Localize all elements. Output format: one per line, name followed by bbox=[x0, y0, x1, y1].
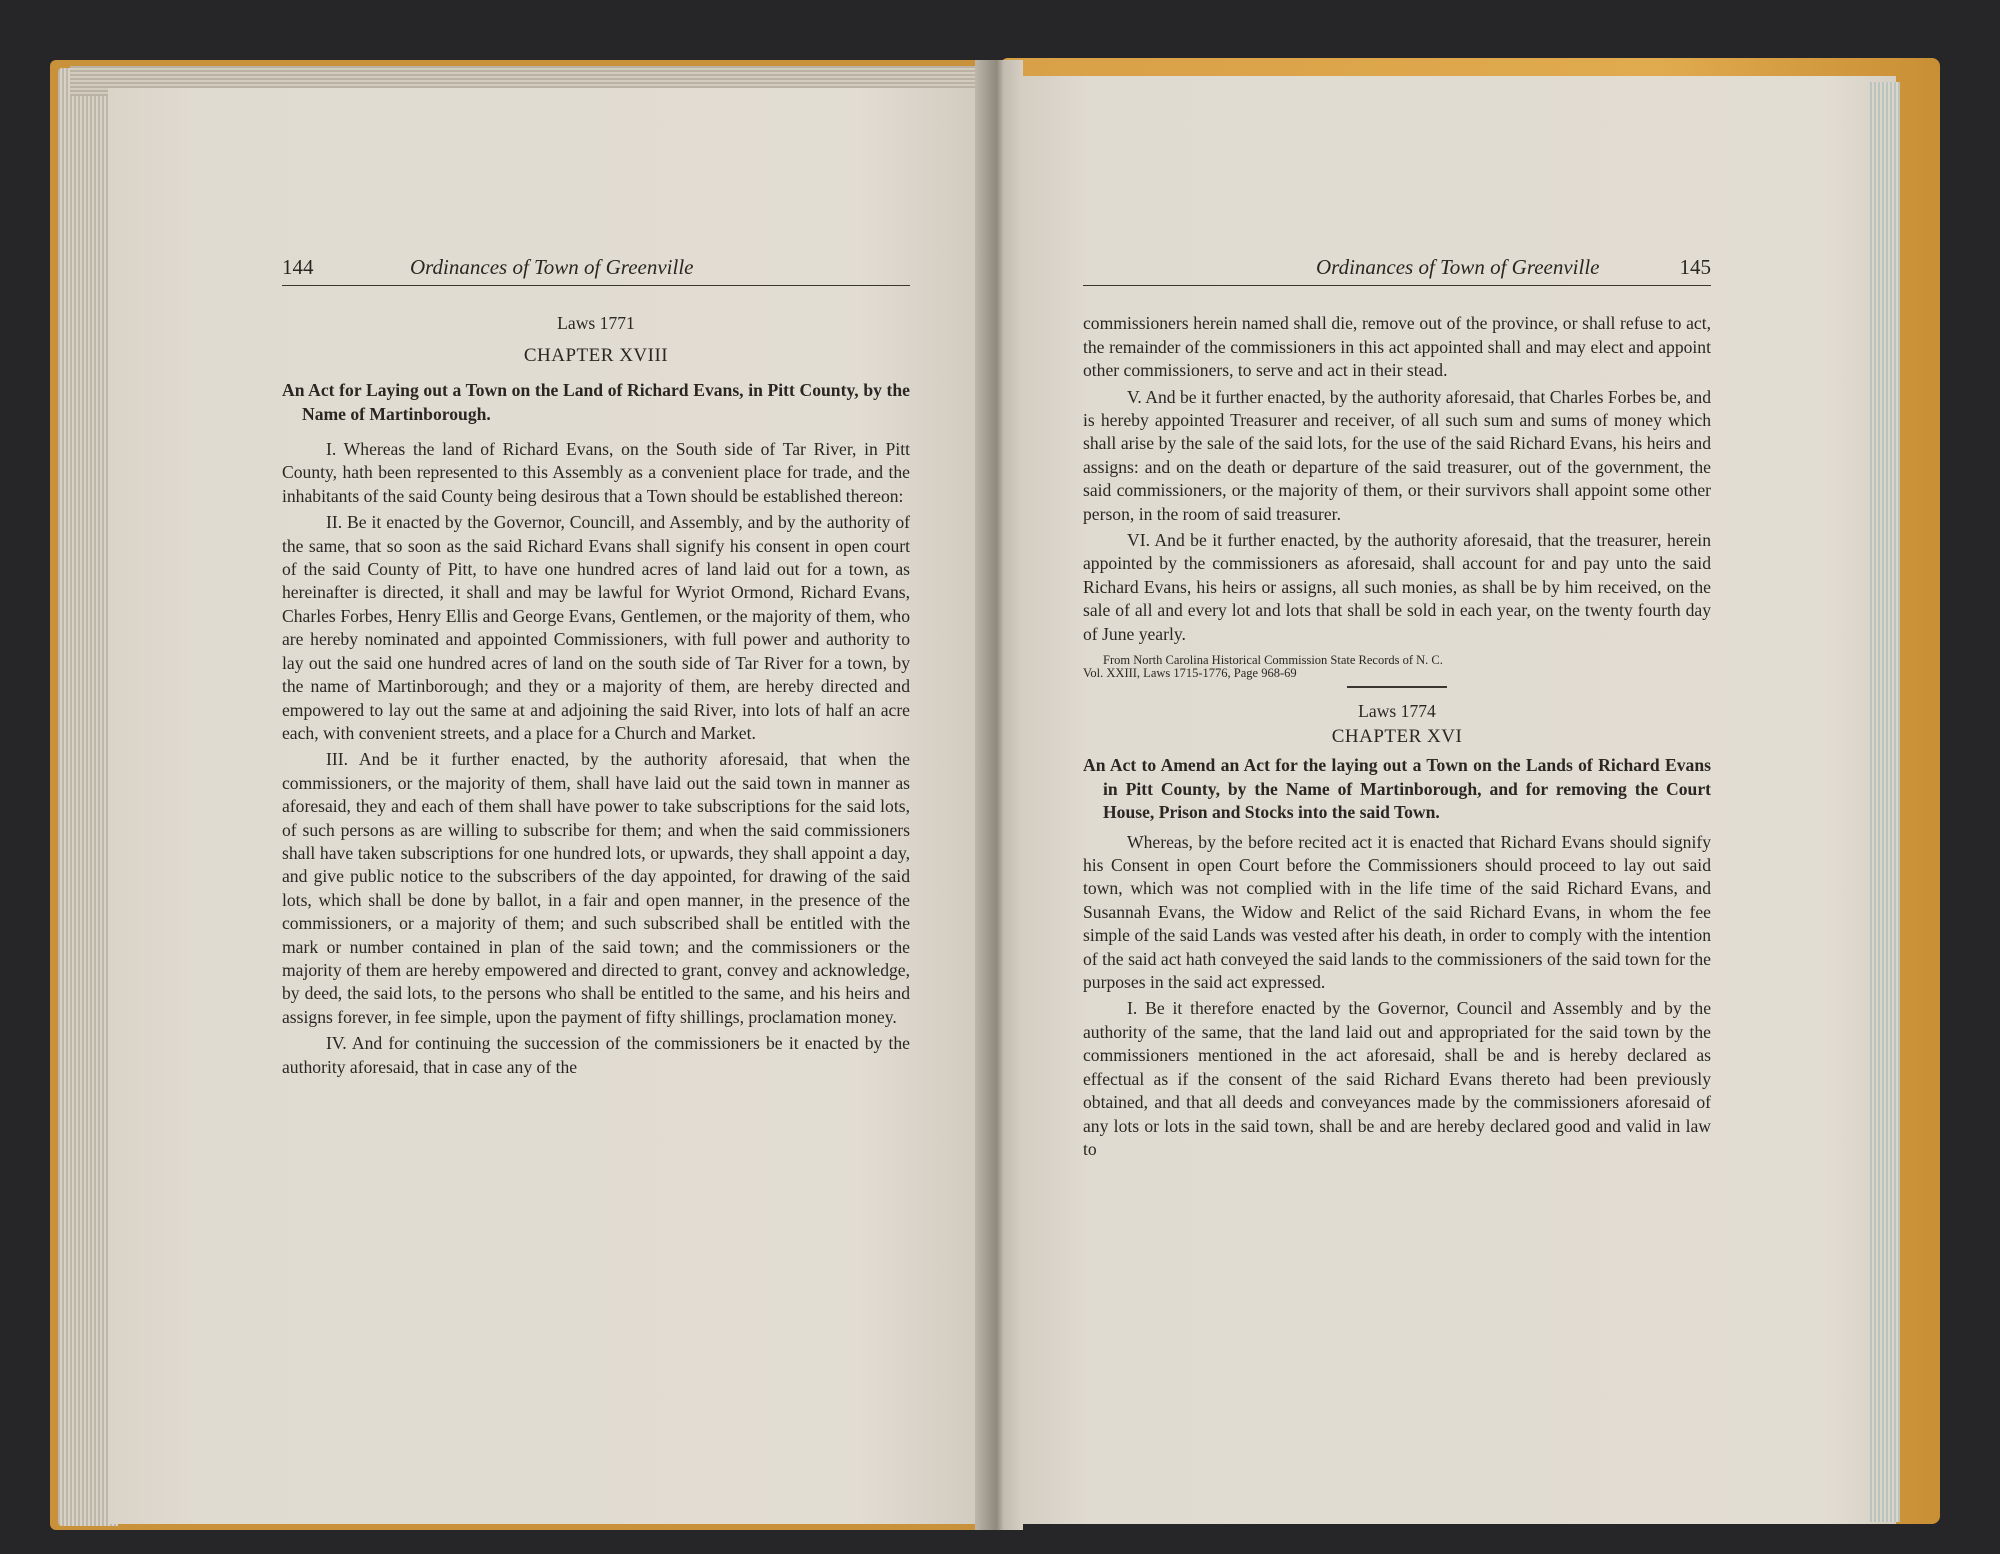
page-edges-right bbox=[1870, 82, 1900, 1522]
page-number: 145 bbox=[1679, 255, 1711, 279]
chapter-heading: CHAPTER XVIII bbox=[523, 344, 669, 366]
laws-heading: Laws 1774 bbox=[1358, 700, 1436, 721]
act-title: An Act for Laying out a Town on the Land of Richard Evans, in Pitt County, by the Name of Martinborough. bbox=[282, 380, 910, 424]
running-head bbox=[1083, 256, 1711, 286]
paragraph: II. Be it enacted by the Governor, Councill, and Assembly, and by the authority of the same, that so soon as the said Richard Evans shall signify his consent in open court of the said County of Pitt, to have one hundred acres of land laid out for a town, as hereinafter is directed, it shall and may be lawful for Wyriot Ormond, Richard Evans, Charles Forbes, Henry Ellis and George Evans, Gentlemen, or the majority of them, who are hereby nominated and appointed Commissioners, with full power and authority to lay out the said one hundred acres of land on the south side of Tar River for a town, by the name of Martinborough; and they or a majority of them, are hereby directed and empowered to lay out the same at and adjoining the said River, into lots of half an acre each, with convenient streets, and a place for a Church and Market. bbox=[282, 512, 910, 743]
paragraph: III. And be it further enacted, by the authority aforesaid, that when the commissioners, or the majority of them, shall have laid out the said town in manner as aforesaid, they and each of them shall have power to take subscriptions for the said lots, of such persons as are willing to subscribe for them; and when the said commissioners shall have taken subscriptions for one hundred lots, or upwards, they shall appoint a day, and give public notice to the subscribers of the day appointed, for drawing of the said lots, which shall be done by ballot, in a fair and open manner, in the presence of the commissioners, or a majority of them; and such subscribed shall be entitled with the mark or number contained in plan of the said town; and the commissioners or the majority of them are hereby empowered and directed to grant, convey and acknowledge, by deed, the said lots, to the persons who shall be entitled to the same, and his heirs and assigns forever, in fee simple, upon the payment of fifty shillings, proclamation money. bbox=[282, 749, 910, 1027]
paragraph: V. And be it further enacted, by the authority aforesaid, that Charles Forbes be, and is hereby appointed Treasurer and receiver, of all such sum and sums of money which shall arise by the sale of the said lots, for the use of the said Richard Evans, his heirs and assigns: and on the death or departure of the said treasurer, out of the government, the said commissioners, or the majority of them, or their survivors shall appoint some other person, in the room of said treasurer. bbox=[1083, 386, 1712, 524]
right-page-text bbox=[1083, 256, 1711, 1164]
paragraph: commissioners herein named shall die, remove out of the province, or shall refuse to act, the remainder of the commissioners in this act appointed shall and may elect and appoint other commissioners, to serve and act in their stead. bbox=[1083, 313, 1711, 381]
page-number: 144 bbox=[282, 255, 314, 279]
laws-heading: Laws 1771 bbox=[557, 313, 635, 334]
paragraph: IV. And for continuing the succession of the commissioners be it enacted by the authority aforesaid, that in case any of the bbox=[282, 1033, 910, 1077]
book-gutter bbox=[975, 60, 1023, 1530]
running-title: Ordinances of Town of Greenville bbox=[1316, 255, 1600, 279]
paragraph: I. Be it therefore enacted by the Governor, Council and Assembly and by the authority of the same, that the land laid out and appropriated for the said town by the commissioners mentioned in the act aforesaid, shall be and is hereby declared as effectual as if the consent of the said Richard Evans thereto had been previously obtained, and that all deeds and conveyances made by the commissioners aforesaid of any lots or lots in the said town, shall be and are hereby declared good and valid in law to bbox=[1083, 998, 1711, 1159]
section-divider bbox=[1347, 686, 1447, 688]
left-page-text bbox=[282, 256, 910, 1082]
chapter-heading: CHAPTER XVI bbox=[1331, 726, 1463, 747]
paragraph: Whereas, by the before recited act it is enacted that Richard Evans should signify his Consent in open Court before the Commissioners should proceed to lay out said town, which was not complied with in the life time of the said Richard Evans, and Susannah Evans, the Widow and Relict of the said Richard Evans, in whom the fee simple of the said Lands was vested after his death, in order to comply with the intention of the said act hath conveyed the said lands to the commissioners of the said town for the purposes in the said act expressed. bbox=[1083, 831, 1711, 993]
running-head bbox=[282, 256, 910, 286]
paragraph: I. Whereas the land of Richard Evans, on the South side of Tar River, in Pitt County, hath been represented to this Assembly as a convenient place for trade, and the inhabitants of the said County being desirous that a Town should be established thereon: bbox=[282, 439, 910, 506]
source-line: Vol. XXIII, Laws 1715-1776, Page 968-69 bbox=[1083, 666, 1297, 681]
paragraph: VI. And be it further enacted, by the authority aforesaid, that the treasurer, herein appointed by the commissioners as aforesaid, shall account for and pay unto the said Richard Evans, his heirs or assigns, all such monies, as shall be by him received, on the sale of all and every lot and lots that shall be sold in each year, on the twenty fourth day of June yearly. bbox=[1083, 530, 1711, 644]
source-citation bbox=[1083, 653, 1711, 681]
running-title: Ordinances of Town of Greenville bbox=[410, 255, 694, 279]
source-line: From North Carolina Historical Commission State Records of N. C. bbox=[1103, 653, 1443, 668]
act-title: An Act to Amend an Act for the laying out a Town on the Lands of Richard Evans in Pitt County, by the Name of Martinborough, and for removing the Court House, Prison and Stocks into the said Town. bbox=[1083, 755, 1711, 823]
